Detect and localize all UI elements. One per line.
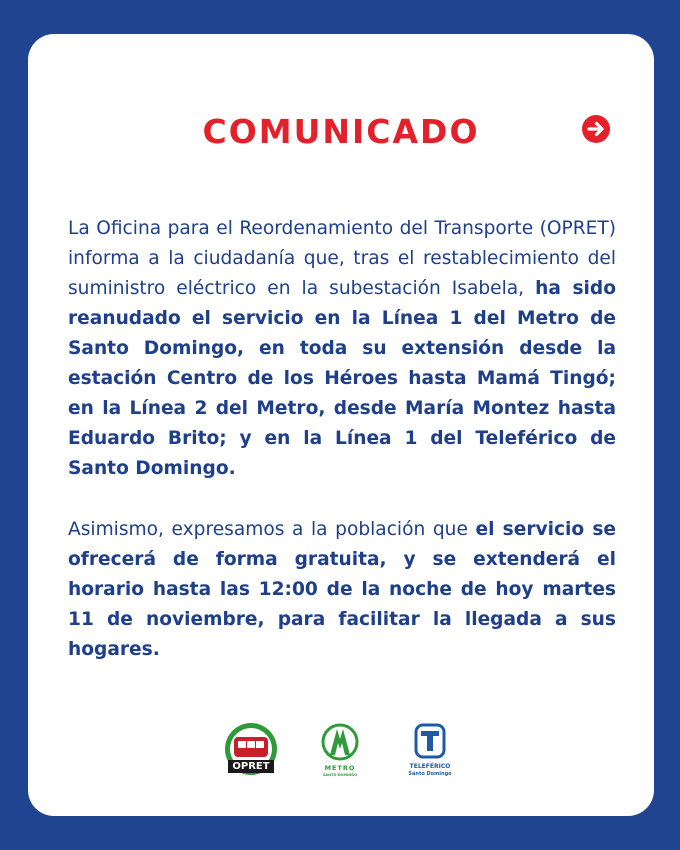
metro-sublabel: SANTO DOMINGO (322, 773, 358, 777)
teleferico-label: TELEFÉRICO (409, 763, 451, 770)
metro-emblem-icon (320, 722, 360, 762)
opret-label: OPRET (232, 761, 270, 772)
metro-logo (320, 722, 360, 780)
logos-row (220, 722, 460, 782)
opret-logo (222, 722, 280, 780)
teleferico-emblem-icon (408, 722, 452, 762)
announcement-card (28, 34, 654, 816)
paragraph-1-bold: ha sido reanudado el servicio en la Línea 1 del Metro de Santo Domingo, en toda su extensión desde la estación Centro de los Héroes hasta Mamá Tingó; en la Línea 2 del Metro, desde María Montez hasta Eduardo Brito; y en la Línea 1 del Teleférico de Santo Domingo. (68, 278, 616, 479)
paragraph-2 (68, 515, 616, 665)
paragraph-1 (68, 214, 616, 484)
teleferico-sublabel: Santo Domingo (408, 771, 452, 777)
teleferico-logo (408, 722, 452, 780)
page-title: COMUNICADO (202, 112, 480, 151)
paragraph-2-normal: Asimismo, expresamos a la población que (68, 519, 476, 540)
metro-label: METRO (324, 764, 356, 772)
paragraph-1-normal: La Oficina para el Reordenamiento del Transporte (OPRET) informa a la ciudadanía que, tras el restablecimiento del suministro eléctrico en la subestación Isabela, (68, 218, 616, 299)
arrow-right-circle-icon[interactable] (581, 114, 611, 144)
paragraph-2-bold: el servicio se ofrecerá de forma gratuita, y se extenderá el horario hasta las 12:00 de la noche de hoy martes 11 de noviembre, para facilitar la llegada a sus hogares. (68, 519, 616, 660)
announcement-body (68, 214, 616, 665)
